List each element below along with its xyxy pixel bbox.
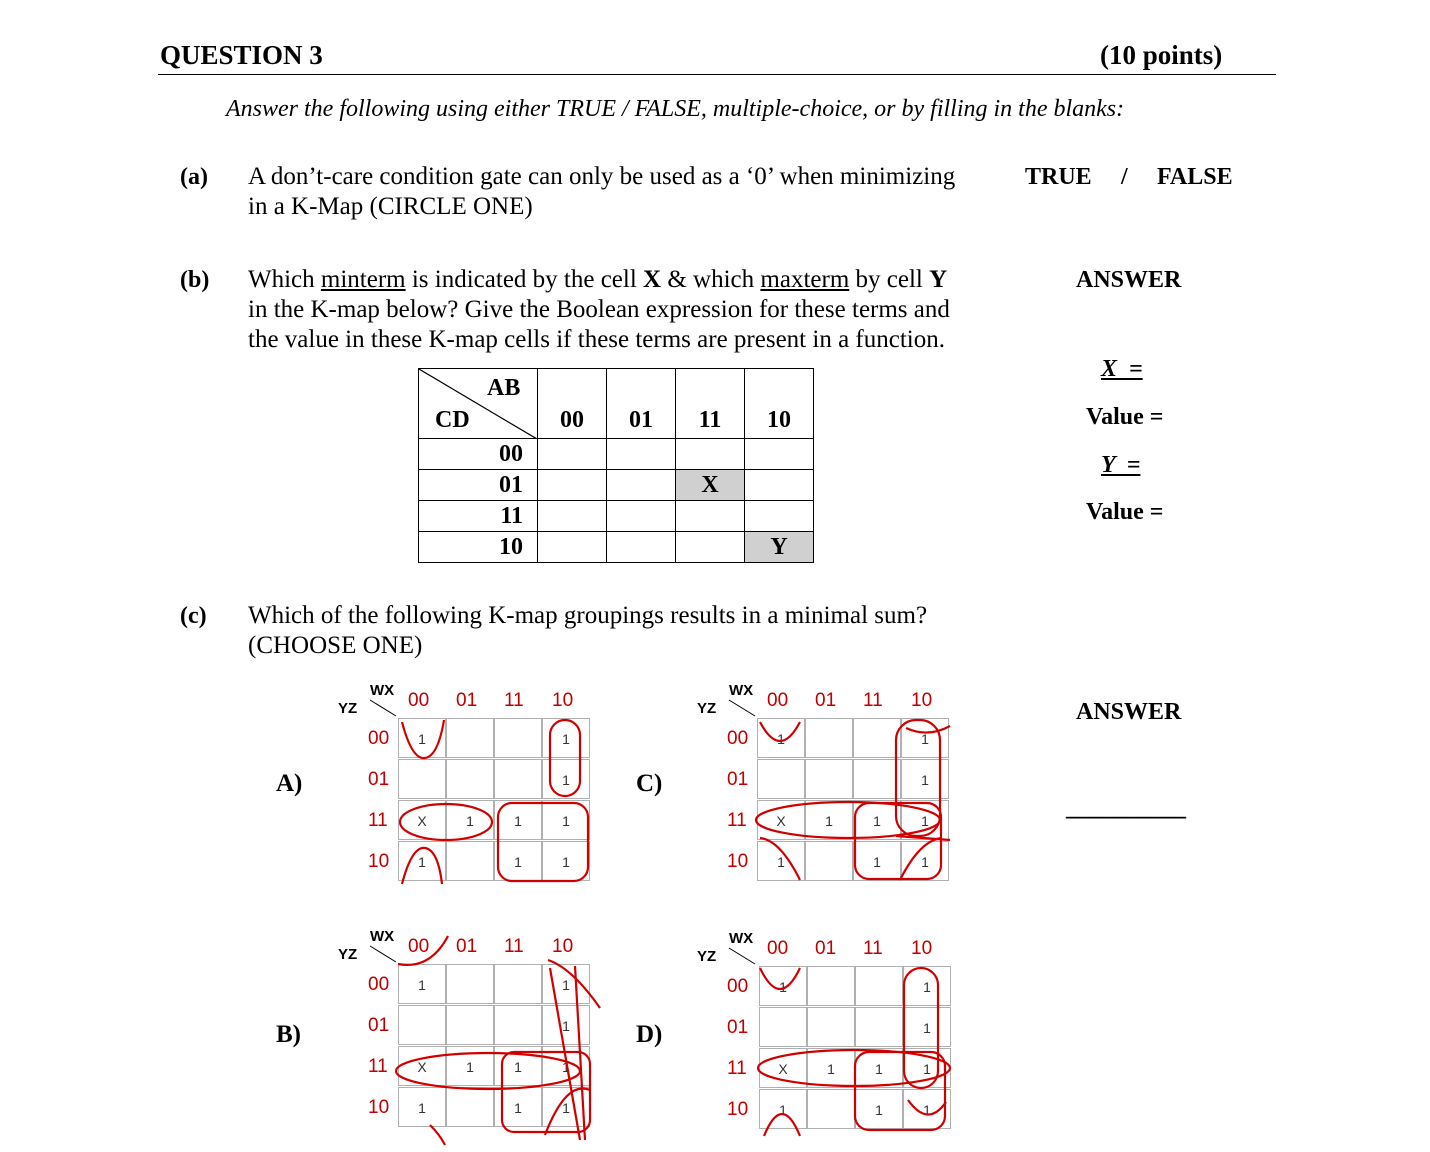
kmap-cell-x: X: [676, 470, 745, 501]
kmap-row-header: 11: [727, 1058, 747, 1079]
kmap-cell: 1: [542, 1005, 590, 1045]
kmap-row-header: 10: [368, 851, 390, 872]
kmap-cell: 1: [903, 1089, 951, 1129]
kmap-row-header: 01: [727, 1017, 749, 1038]
true-choice[interactable]: TRUE: [1025, 164, 1092, 190]
kmap-row-var: AB: [487, 375, 521, 401]
kmap-row-header: 10: [368, 1097, 390, 1118]
option-d-label[interactable]: D): [636, 1021, 663, 1048]
kmap-col-header: 11: [504, 690, 524, 711]
kmap-cell: X: [398, 1046, 446, 1086]
kmap-row-header: 11: [368, 810, 388, 831]
kmap-col-header: 01: [815, 690, 837, 711]
false-choice[interactable]: FALSE: [1157, 164, 1233, 190]
kmap-cell: 1: [903, 966, 951, 1006]
kmap-row-header: 01: [368, 769, 390, 790]
kmap-row-header: 11: [727, 810, 747, 831]
kmap-cell: 1: [903, 1048, 951, 1088]
part-b-line2: in the K-map below? Give the Boolean expression for these terms and: [248, 296, 950, 323]
kmap-cell: 1: [901, 800, 949, 840]
kmap-cell: 1: [398, 841, 446, 881]
kmap-col-header: 01: [815, 938, 837, 959]
kmap-cell: 1: [494, 1046, 542, 1086]
kmap-cell: 1: [853, 800, 901, 840]
kmap-col-header: 10: [745, 369, 814, 439]
kmap-row-header: 01: [419, 470, 538, 501]
part-a-line1: A don’t-care condition gate can only be used as a ‘0’ when minimizing: [248, 163, 956, 190]
kmap-cell: X: [398, 800, 446, 840]
kmap-col-header: 10: [911, 938, 933, 959]
kmap-cell: 1: [807, 1048, 855, 1088]
kmap-top-var: WX: [370, 928, 395, 945]
kmap-top-var: WX: [370, 682, 395, 699]
part-c-line1: Which of the following K-map groupings results in a minimal sum?: [248, 602, 928, 629]
kmap-cell: 1: [494, 800, 542, 840]
kmap-cell: 1: [446, 800, 494, 840]
kmap-cell: 1: [903, 1007, 951, 1047]
kmap-col-header: 10: [552, 690, 574, 711]
x-equals-blank[interactable]: X =: [1101, 356, 1143, 382]
kmap-cell: 1: [855, 1048, 903, 1088]
part-c-label: (c): [180, 603, 207, 629]
kmap-col-header: 11: [504, 936, 524, 957]
kmap-top-var: WX: [729, 682, 754, 699]
kmap-cell: 1: [494, 1087, 542, 1127]
kmap-cell: 1: [398, 718, 446, 758]
part-a-line2: in a K-Map (CIRCLE ONE): [248, 193, 533, 220]
kmap-cell: 1: [446, 1046, 494, 1086]
kmap-row-header: 00: [727, 976, 749, 997]
kmap-col-header: 11: [863, 938, 883, 959]
kmap-col-header: 10: [552, 936, 574, 957]
kmap-col-header: 00: [538, 369, 607, 439]
kmap-cell: 1: [757, 718, 805, 758]
kmap-cell: 1: [398, 1087, 446, 1127]
value-x-blank[interactable]: Value =: [1086, 404, 1164, 430]
kmap-cell: 1: [805, 800, 853, 840]
kmap-cell: 1: [759, 966, 807, 1006]
kmap-cell: 1: [542, 1087, 590, 1127]
kmap-row-header: 11: [419, 501, 538, 532]
kmap-row-header: 00: [419, 439, 538, 470]
option-b-label[interactable]: B): [276, 1021, 301, 1048]
kmap-cell: 1: [542, 841, 590, 881]
kmap-cell: 1: [542, 964, 590, 1004]
choice-separator: /: [1121, 164, 1128, 190]
kmap-col-var: CD: [435, 407, 470, 433]
kmap-side-var: YZ: [697, 948, 717, 965]
part-b-line3: the value in these K-map cells if these terms are present in a function.: [248, 326, 945, 353]
kmap-cell: 1: [759, 1089, 807, 1129]
kmap-row-header: 10: [727, 1099, 749, 1120]
instructions: Answer the following using either TRUE / FALSE, multiple-choice, or by filling in the blanks:: [226, 96, 1125, 122]
answer-title-c: ANSWER: [1076, 699, 1182, 725]
answer-blank-c[interactable]: __________: [1066, 795, 1186, 821]
kmap-cell: 1: [398, 964, 446, 1004]
kmap-cell: 1: [901, 759, 949, 799]
kmap-row-header: 10: [419, 532, 538, 563]
kmap-cell: 1: [901, 841, 949, 881]
question-title: QUESTION 3: [160, 40, 323, 70]
kmap-cell: 1: [901, 718, 949, 758]
kmap-col-header: 00: [767, 690, 789, 711]
part-b-line1: Which minterm is indicated by the cell X & which maxterm by cell Y: [248, 266, 948, 293]
kmap-side-var: YZ: [697, 700, 717, 717]
kmap-cell-y: Y: [745, 532, 814, 563]
kmap-row-header: 00: [368, 974, 390, 995]
kmap-col-header: 11: [863, 690, 883, 711]
part-b-label: (b): [180, 267, 210, 293]
kmap-side-var: YZ: [338, 700, 358, 717]
part-c-line2: (CHOOSE ONE): [248, 632, 423, 659]
kmap-col-header: 00: [767, 938, 789, 959]
option-c-label[interactable]: C): [636, 770, 663, 797]
kmap-row-header: 11: [368, 1056, 388, 1077]
kmap-cell: X: [759, 1048, 807, 1088]
question-points: (10 points): [1100, 40, 1223, 70]
kmap-col-header: 01: [456, 690, 478, 711]
y-equals-blank[interactable]: Y =: [1101, 452, 1141, 478]
kmap-col-header: 11: [676, 369, 745, 439]
value-y-blank[interactable]: Value =: [1086, 499, 1164, 525]
kmap-cell: 1: [542, 800, 590, 840]
part-a-label: (a): [180, 164, 208, 190]
kmap-cell: 1: [855, 1089, 903, 1129]
kmap-row-header: 00: [727, 728, 749, 749]
kmap-cell: 1: [757, 841, 805, 881]
kmap-row-header: 01: [368, 1015, 390, 1036]
kmap-col-header: 10: [911, 690, 933, 711]
kmap-row-header: 01: [727, 769, 749, 790]
kmap-col-header: 01: [607, 369, 676, 439]
kmap-cell: 1: [542, 1046, 590, 1086]
kmap-cell: 1: [542, 718, 590, 758]
kmap-cell: 1: [494, 841, 542, 881]
kmap-top-var: WX: [729, 930, 754, 947]
answer-title-b: ANSWER: [1076, 267, 1182, 293]
kmap-cell: 1: [853, 841, 901, 881]
kmap-col-header: 00: [408, 690, 430, 711]
kmap-col-header: 00: [408, 936, 430, 957]
kmap-row-header: 10: [727, 851, 749, 872]
kmap-col-header: 01: [456, 936, 478, 957]
kmap-side-var: YZ: [338, 946, 358, 963]
option-a-label[interactable]: A): [276, 770, 303, 797]
kmap-cell: 1: [542, 759, 590, 799]
kmap-row-header: 00: [368, 728, 390, 749]
kmap-cell: X: [757, 800, 805, 840]
